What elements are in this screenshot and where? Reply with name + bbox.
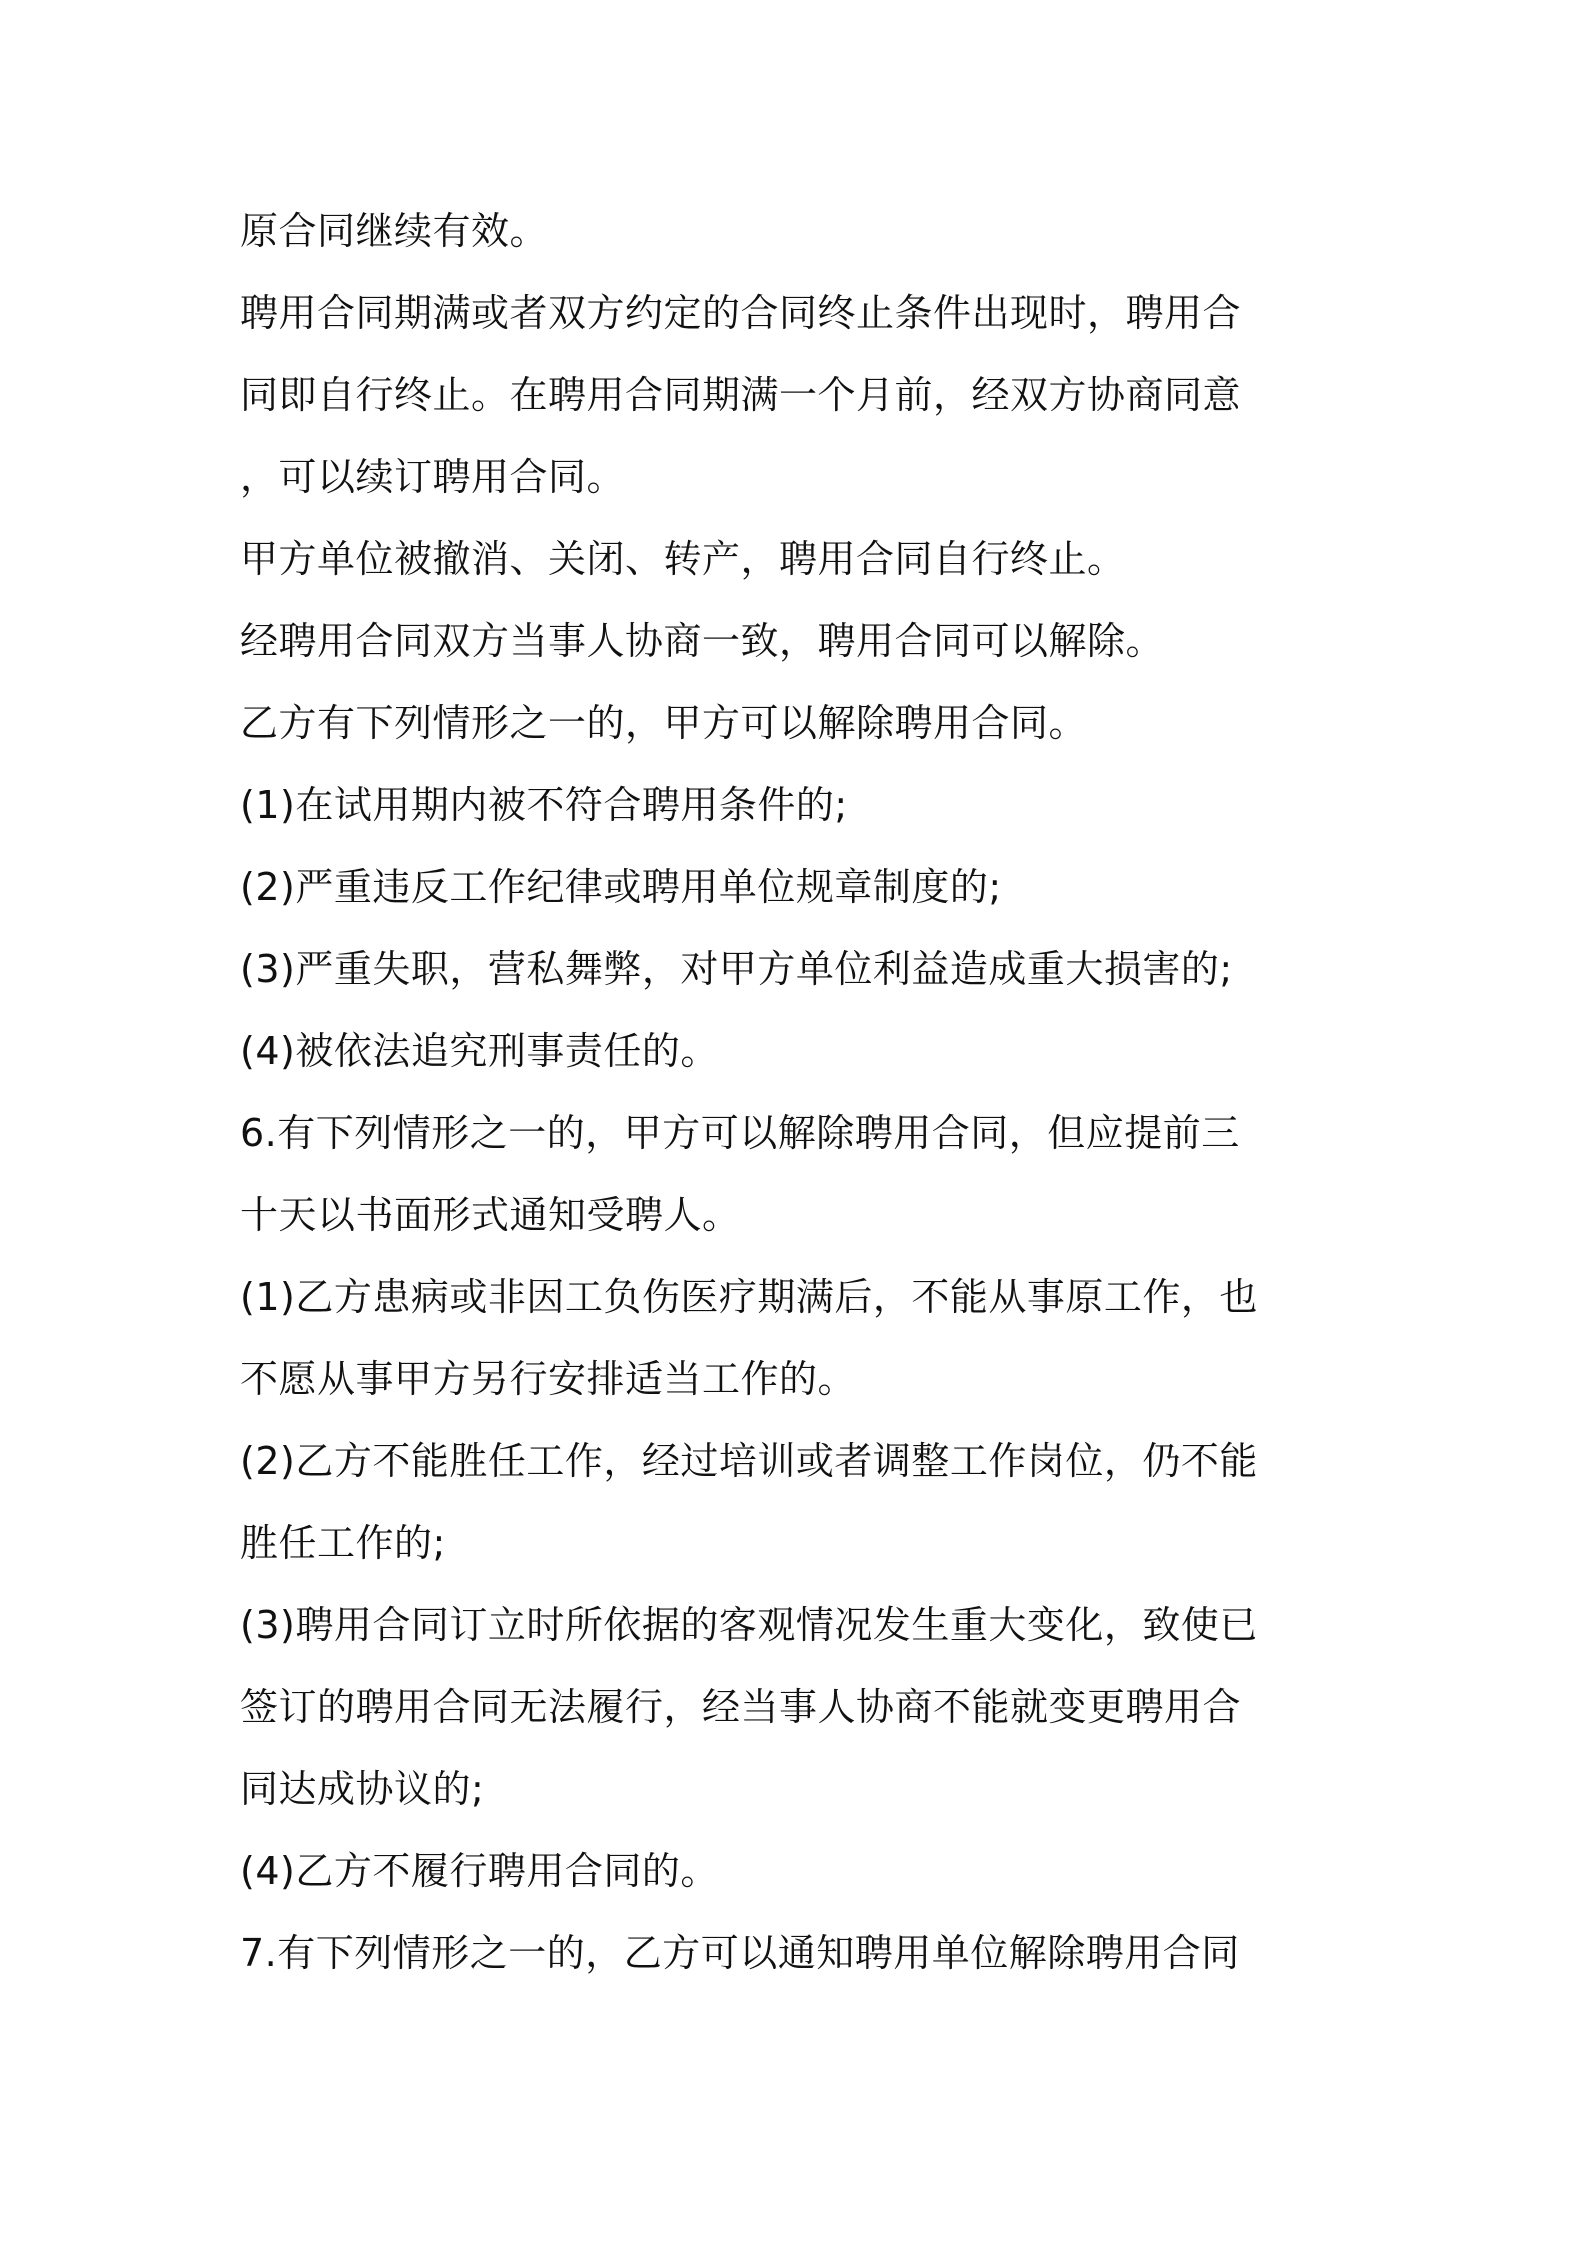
text-line: (3)严重失职，营私舞弊，对甲方单位利益造成重大损害的; bbox=[240, 947, 1233, 991]
text-line: 7.有下列情形之一的，乙方可以通知聘用单位解除聘用合同 bbox=[240, 1931, 1240, 1975]
text-line: (2)乙方不能胜任工作，经过培训或者调整工作岗位，仍不能 bbox=[240, 1439, 1258, 1483]
text-line: (4)乙方不履行聘用合同的。 bbox=[240, 1849, 719, 1893]
text-line: 经聘用合同双方当事人协商一致，聘用合同可以解除。 bbox=[240, 619, 1165, 663]
text-line: 乙方有下列情形之一的，甲方可以解除聘用合同。 bbox=[240, 701, 1088, 745]
text-line: 甲方单位被撤消、关闭、转产，聘用合同自行终止。 bbox=[240, 537, 1126, 581]
text-line: 不愿从事甲方另行安排适当工作的。 bbox=[240, 1357, 857, 1401]
text-line: ，可以续订聘用合同。 bbox=[240, 455, 626, 499]
contract-text-body bbox=[240, 190, 1360, 1994]
text-line: 胜任工作的; bbox=[240, 1521, 446, 1565]
text-line: (1)乙方患病或非因工负伤医疗期满后，不能从事原工作，也 bbox=[240, 1275, 1258, 1319]
text-line: (3)聘用合同订立时所依据的客观情况发生重大变化，致使已 bbox=[240, 1603, 1258, 1647]
text-line: 同达成协议的; bbox=[240, 1767, 485, 1811]
text-line: (1)在试用期内被不符合聘用条件的; bbox=[240, 783, 848, 827]
text-line: (4)被依法追究刑事责任的。 bbox=[240, 1029, 719, 1073]
text-line: (2)严重违反工作纪律或聘用单位规章制度的; bbox=[240, 865, 1002, 909]
text-line: 6.有下列情形之一的，甲方可以解除聘用合同，但应提前三 bbox=[240, 1111, 1240, 1155]
text-line: 签订的聘用合同无法履行，经当事人协商不能就变更聘用合 bbox=[240, 1685, 1242, 1729]
text-line: 聘用合同期满或者双方约定的合同终止条件出现时，聘用合 bbox=[240, 291, 1242, 335]
text-line: 同即自行终止。在聘用合同期满一个月前，经双方协商同意 bbox=[240, 373, 1242, 417]
text-line: 原合同继续有效。 bbox=[240, 209, 549, 253]
text-line: 十天以书面形式通知受聘人。 bbox=[240, 1193, 741, 1237]
